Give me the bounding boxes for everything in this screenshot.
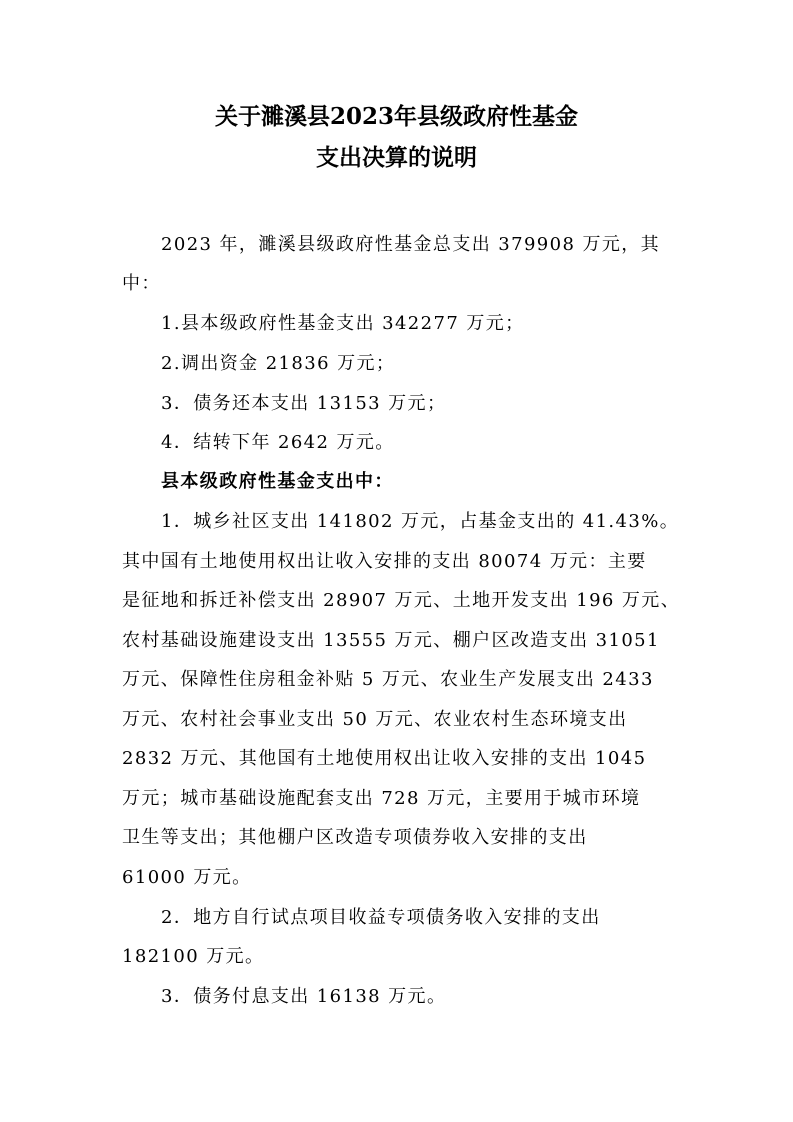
intro-line2: 中： [122,273,161,294]
detail1-line8: 万元；城市基础设施配套支出 728 万元，主要用于城市环境 [122,788,641,809]
summary-item-1: 1.县本级政府性基金支出 342277 万元； [161,313,525,334]
detail1-line4: 农村基础设施建设支出 13555 万元、棚户区改造支出 31051 [122,630,660,651]
detail1-line3: 是征地和拆迁补偿支出 28907 万元、土地开发支出 196 万元、 [122,590,681,611]
summary-item-3: 3．债务还本支出 13153 万元； [161,393,447,414]
detail1-line2: 其中国有土地使用权出让收入安排的支出 80074 万元：主要 [122,551,647,572]
document-title-line2: 支出决算的说明 [316,144,477,171]
detail1-line10: 61000 万元。 [122,867,252,888]
intro-line1: 2023 年，濉溪县级政府性基金总支出 379908 万元，其 [161,234,661,255]
detail1-line7: 2832 万元、其他国有土地使用权出让收入安排的支出 1045 [122,748,647,769]
detail1-line5: 万元、保障性住房租金补贴 5 万元、农业生产发展支出 2433 [122,669,654,690]
summary-item-2: 2.调出资金 21836 万元； [161,353,396,374]
detail1-line6: 万元、农村社会事业支出 50 万元、农业农村生态环境支出 [122,709,628,730]
detail2-line1: 2．地方自行试点项目收益专项债务收入安排的支出 [161,907,601,928]
document-title-line1: 关于濉溪县2023年县级政府性基金 [214,103,578,130]
summary-item-4: 4．结转下年 2642 万元。 [161,432,395,453]
detail1-line1: 1．城乡社区支出 141802 万元，占基金支出的 41.43%。 [161,511,680,532]
section-heading: 县本级政府性基金支出中： [161,471,394,492]
detail1-line9: 卫生等支出；其他棚户区改造专项债券收入安排的支出 [122,827,588,848]
detail2-line2: 182100 万元。 [122,946,265,967]
detail3-line1: 3．债务付息支出 16138 万元。 [161,986,447,1007]
